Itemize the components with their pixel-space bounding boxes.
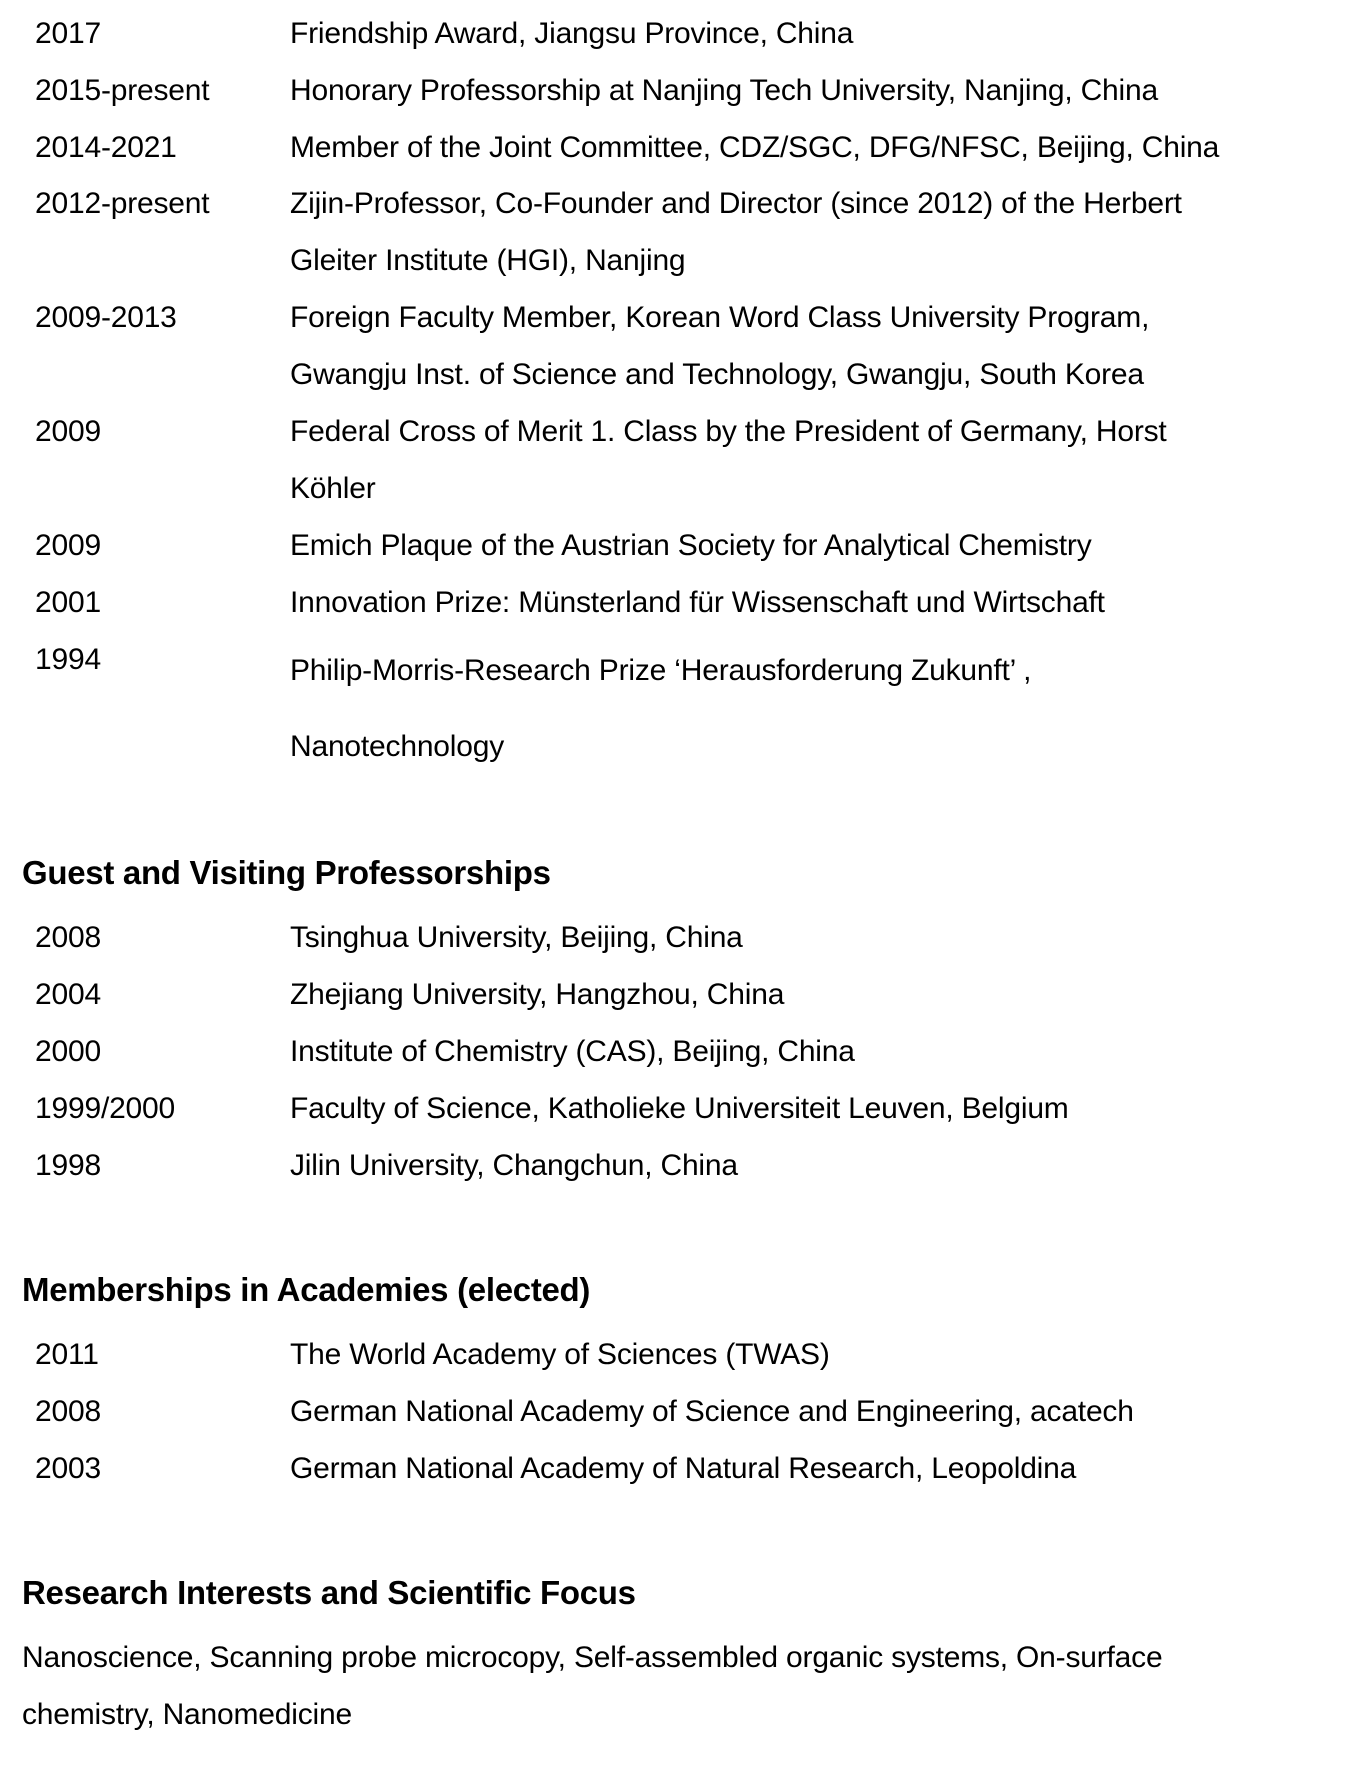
award-year: 1994 xyxy=(35,643,101,676)
award-description: Foreign Faculty Member, Korean Word Class University Program, xyxy=(290,301,1150,334)
award-description: Emich Plaque of the Austrian Society for Analytical Chemistry xyxy=(290,529,1092,562)
professorship-institution: Faculty of Science, Katholieke Universiteit Leuven, Belgium xyxy=(290,1092,1069,1125)
professorship-institution: Zhejiang University, Hangzhou, China xyxy=(290,978,785,1011)
award-description: Zijin-Professor, Co-Founder and Director (since 2012) of the Herbert xyxy=(290,187,1182,220)
professorship-year: 1999/2000 xyxy=(35,1092,176,1125)
award-description-continued: Gleiter Institute (HGI), Nanjing xyxy=(290,244,686,277)
award-description: Innovation Prize: Münsterland für Wissenschaft und Wirtschaft xyxy=(290,586,1105,619)
award-description: Member of the Joint Committee, CDZ/SGC, DFG/NFSC, Beijing, China xyxy=(290,131,1220,164)
award-year: 2017 xyxy=(35,17,101,50)
membership-year: 2003 xyxy=(35,1452,101,1485)
award-description-continued: Gwangju Inst. of Science and Technology, Gwangju, South Korea xyxy=(290,358,1144,391)
professorship-year: 2004 xyxy=(35,978,101,1011)
award-description: Honorary Professorship at Nanjing Tech University, Nanjing, China xyxy=(290,74,1158,107)
membership-year: 2008 xyxy=(35,1395,101,1428)
membership-year: 2011 xyxy=(35,1338,99,1371)
professorship-institution: Institute of Chemistry (CAS), Beijing, China xyxy=(290,1035,855,1068)
award-year: 2012-present xyxy=(35,187,210,220)
section-heading: Research Interests and Scientific Focus xyxy=(22,1574,636,1611)
award-description-continued: Köhler xyxy=(290,472,376,505)
award-year: 2009-2013 xyxy=(35,301,177,334)
section-heading: Memberships in Academies (elected) xyxy=(22,1271,591,1308)
research-interests-text-continued: chemistry, Nanomedicine xyxy=(22,1698,352,1731)
award-year: 2001 xyxy=(35,586,101,619)
professorship-institution: Jilin University, Changchun, China xyxy=(290,1149,738,1182)
research-interests-text: Nanoscience, Scanning probe microcopy, Self-assembled organic systems, On-surface xyxy=(22,1641,1163,1674)
award-year: 2015-present xyxy=(35,74,210,107)
award-description: Friendship Award, Jiangsu Province, China xyxy=(290,17,854,50)
award-year: 2009 xyxy=(35,415,101,448)
membership-academy: The World Academy of Sciences (TWAS) xyxy=(290,1338,830,1371)
award-year: 2014-2021 xyxy=(35,131,177,164)
award-description: Federal Cross of Merit 1. Class by the President of Germany, Horst xyxy=(290,415,1167,448)
membership-academy: German National Academy of Natural Research, Leopoldina xyxy=(290,1452,1077,1485)
award-description: Philip-Morris-Research Prize ‘Herausforderung Zukunft’ , xyxy=(290,654,1032,687)
award-year: 2009 xyxy=(35,529,101,562)
section-heading: Guest and Visiting Professorships xyxy=(22,854,551,891)
professorship-institution: Tsinghua University, Beijing, China xyxy=(290,921,743,954)
professorship-year: 2008 xyxy=(35,921,101,954)
professorship-year: 1998 xyxy=(35,1149,101,1182)
award-description-continued: Nanotechnology xyxy=(290,730,505,763)
professorship-year: 2000 xyxy=(35,1035,101,1068)
membership-academy: German National Academy of Science and Engineering, acatech xyxy=(290,1395,1134,1428)
